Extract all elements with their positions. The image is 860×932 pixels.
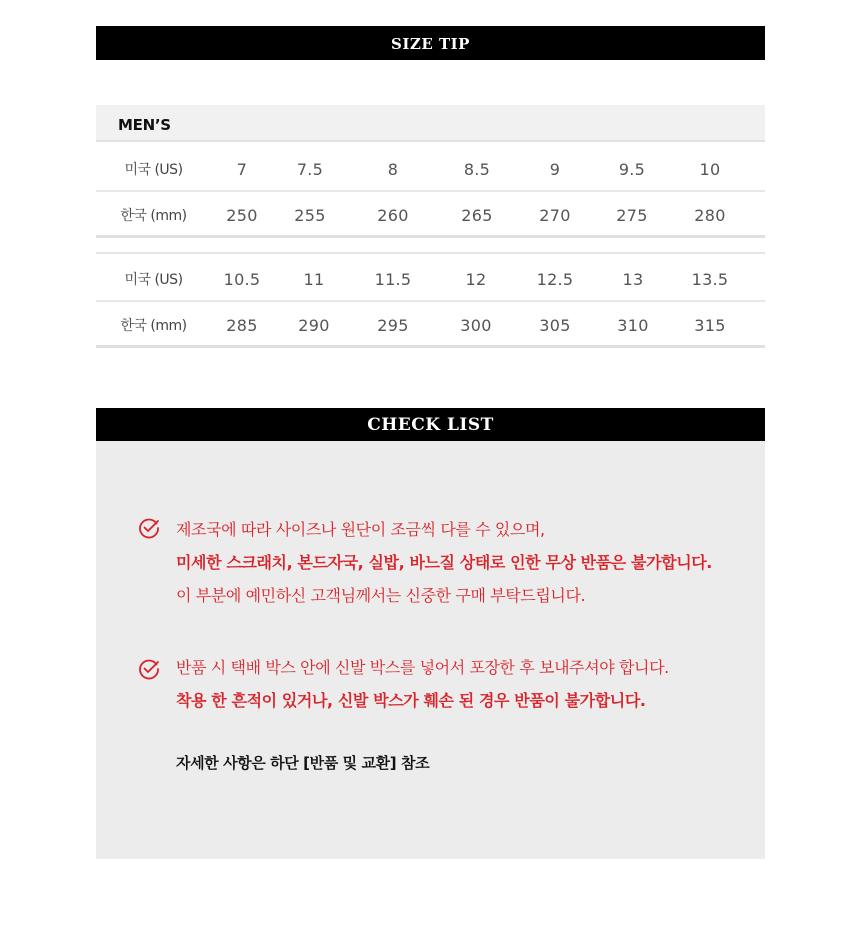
check-item-text-bold: 착용 한 흔적이 있거나, 신발 박스가 훼손 된 경우 반품이 불가합니다. [176,691,646,710]
return-exchange-note: 자세한 사항은 하단 [반품 및 교환] 참조 [176,754,430,772]
size-cell: 7 [236,160,248,179]
size-cell: 9.5 [618,160,646,179]
size-cell: 9 [549,160,561,179]
row-label-kr: 한국 (mm) [120,318,187,334]
row-label-kr: 한국 (mm) [120,208,187,224]
size-cell: 8.5 [463,160,491,179]
size-cell: 255 [294,206,326,225]
size-row-us-1 [96,146,765,192]
size-tip-header: SIZE TIP [96,26,765,60]
size-cell: 10.5 [223,270,261,289]
size-row-kr-2 [96,302,765,348]
check-item-text-bold: 미세한 스크래치, 본드자국, 실밥, 바느질 상태로 인한 무상 반품은 불가합니다. [176,553,712,572]
size-cell: 11 [303,270,325,289]
size-cell: 275 [616,206,648,225]
row-label-us: 미국 (US) [124,272,183,288]
check-item-text: 반품 시 택배 박스 안에 신발 박스를 넣어서 포장한 후 보내주셔야 합니다. [176,658,669,677]
size-cell: 265 [461,206,493,225]
row-label-us: 미국 (US) [124,162,183,178]
size-cell: 280 [694,206,726,225]
check-list-item [176,651,669,717]
table-divider [96,252,765,254]
size-cell: 8 [387,160,399,179]
check-list-header: CHECK LIST [96,408,765,441]
gender-label-mens: MEN’S [96,105,765,142]
check-list-item [176,513,712,612]
size-cell: 12 [465,270,487,289]
size-cell: 250 [226,206,258,225]
size-cell: 10 [699,160,721,179]
size-cell: 295 [377,316,409,335]
check-circle-icon [138,658,160,680]
check-item-text: 제조국에 따라 사이즈나 원단이 조금씩 다를 수 있으며, [176,520,545,539]
size-cell: 12.5 [536,270,574,289]
size-cell: 260 [377,206,409,225]
size-cell: 290 [298,316,330,335]
size-cell: 13 [622,270,644,289]
size-cell: 310 [617,316,649,335]
size-cell: 300 [460,316,492,335]
check-item-text: 이 부분에 예민하신 고객님께서는 신중한 구매 부탁드립니다. [176,586,586,605]
size-row-kr-1 [96,192,765,238]
size-cell: 13.5 [691,270,729,289]
check-list-panel [96,441,765,859]
check-circle-icon [138,517,160,539]
size-cell: 305 [539,316,571,335]
size-row-us-2 [96,256,765,302]
size-cell: 270 [539,206,571,225]
size-cell: 11.5 [374,270,412,289]
size-cell: 285 [226,316,258,335]
size-cell: 7.5 [296,160,324,179]
size-cell: 315 [694,316,726,335]
